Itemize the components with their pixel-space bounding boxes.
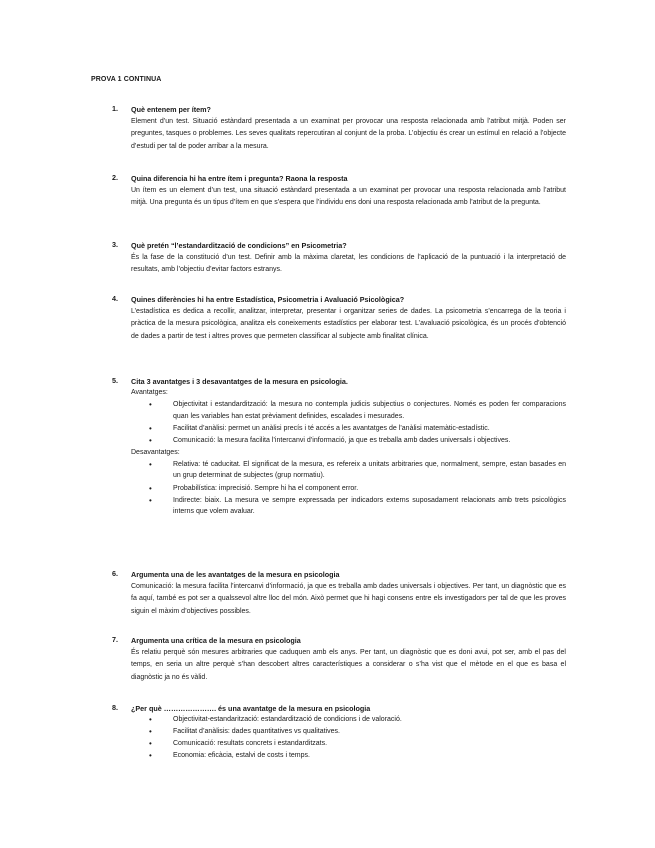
question-1 xyxy=(112,104,566,153)
list-item-text: Indirecte: biaix. La mesura ve sempre expressada per indicadors externs suposadament relacionats amb trets psicològics interns que volem avaluar. xyxy=(173,496,566,516)
bullet-icon: • xyxy=(149,495,152,505)
list-item xyxy=(148,435,566,447)
answer-text: L’estadística es dedica a recollir, analitzar, interpretar, presentar i organitzar series de dades. La psicometria s’encarrega de la teoria i pràctica de la mesura psicològica, analitza els coneixements estadístics per elaborar test. L’avaluació psicològica, és un procés d’obtenció de dades a partir de test i altres proves que permeten classificar al subjecte amb finalitat clínica. xyxy=(131,308,566,340)
list-item xyxy=(148,495,566,518)
list-item-text: Probabilística: imprecisió. Sempre hi ha el component error. xyxy=(173,484,359,492)
bullet-icon: • xyxy=(149,400,152,409)
answer-text: És relatiu perquè són mesures arbitraries que caduquen amb els anys. Per tant, un diagnòstic que es doni avui, pot ser, amb el pas del temps, en seria un altre perquè s’han descobert altres característiques a considerar o s’ha vist que el mètode en el que es basa el diagnòstic ja no és vàlid. xyxy=(131,649,566,681)
question-number: 2. xyxy=(112,173,118,182)
disadvantages-list xyxy=(148,459,566,518)
question-title: Argumenta una de les avantatges de la mesura en psicologia xyxy=(131,570,340,579)
bullet-icon: • xyxy=(149,727,152,737)
list-item-text: Comunicació: la mesura facilita l’intercanvi d’informació, ja que es treballa amb dades universals i objectives. xyxy=(173,436,511,444)
list-item xyxy=(148,714,566,726)
question-2 xyxy=(112,173,566,210)
question-title: Quines diferències hi ha entre Estadística, Psicometria i Avaluació Psicològica? xyxy=(131,295,405,304)
question-number: 4. xyxy=(112,294,118,303)
disadvantages-label: Desavantatges: xyxy=(131,448,180,456)
question-title: ¿Per què …………………. és una avantatge de la mesura en psicologia xyxy=(131,704,371,713)
list-item-text: Objectivitat i estandardització: la mesura no contempla judicis subjectius o conjectures. Només es poden fer comparacions quan les variables han estat prèviament definides, escalades i mesurades. xyxy=(173,401,566,420)
question-title: Què pretén “l’estandardització de condicions” en Psicometria? xyxy=(131,241,347,250)
question-number: 8. xyxy=(112,703,118,712)
list-item xyxy=(148,483,566,495)
question-title: Argumenta una crítica de la mesura en psicologia xyxy=(131,636,301,645)
list-item-text: Objectivitat-estandarització: estandardització de condicions i de valoració. xyxy=(173,716,402,723)
list-item-text: Economia: eficàcia, estalvi de costs i temps. xyxy=(173,752,310,760)
question-3 xyxy=(112,240,566,277)
list-item-text: Comunicació: resultats concrets i estandarditzats. xyxy=(173,740,328,748)
answer-text: Element d’un test. Situació estàndard presentada a un examinat per provocar una resposta relacionada amb l’atribut mitjà. Poden ser preguntes, tasques o problemes. Les seves qualitats repercutiran al conjunt de la proba. L’objectiu és crear un estímul en relació a l’objecte d’estudi per tal de poder arribar a la mesura. xyxy=(131,118,566,150)
answer-text: És la fase de la constitució d’un test. Definir amb la màxima claretat, les condicions de l’aplicació de la puntuació i la interpretació de resultats, amb l’objectiu d’evitar factors estranys. xyxy=(131,254,566,274)
question-title: Quina diferencia hi ha entre ítem i pregunta? Raona la resposta xyxy=(131,174,348,183)
advantages-label: Avantatges: xyxy=(131,389,168,396)
list-item xyxy=(148,726,566,738)
advantages-list xyxy=(148,399,566,446)
question-number: 7. xyxy=(112,635,118,644)
list-item-text: Facilitat d’anàlisi: permet un anàlisi precís i té accés a les avantatges de l’anàlisi matemàtic-estadístic. xyxy=(173,424,490,432)
question-7 xyxy=(112,635,566,684)
document-title: PROVA 1 CONTINUA xyxy=(91,76,162,83)
question-6 xyxy=(112,569,566,618)
question-number: 1. xyxy=(112,104,118,113)
answer-text: Comunicació: la mesura facilita l’intercanvi d’informació, ja que es treballa amb dades universals i objectives. Per tant, un diagnòstic que es fa aquí, també es pot ser a qualssevol altre lloc del món. Això permet que hi hagi consens entre els investigadors per tal de que les proves siguin el màxim d’objectives possibles. xyxy=(131,583,566,615)
list-item xyxy=(148,459,566,482)
list-item xyxy=(148,423,566,435)
list-item xyxy=(148,399,566,422)
question-title: Cita 3 avantatges i 3 desavantatges de la mesura en psicologia. xyxy=(131,377,348,386)
bullet-icon: • xyxy=(149,483,152,493)
bullet-icon: • xyxy=(149,715,152,724)
question-8 xyxy=(112,703,566,762)
bullet-icon: • xyxy=(149,739,152,749)
question-number: 6. xyxy=(112,569,118,578)
bullet-icon: • xyxy=(149,423,152,433)
bullet-icon: • xyxy=(149,435,152,445)
list-item-text: Facilitat d’anàlisis: dades quantitatives vs qualitatives. xyxy=(173,728,340,736)
bullet-icon: • xyxy=(149,459,152,469)
list-item xyxy=(148,738,566,750)
question-title: Què entenem per ítem? xyxy=(131,105,211,114)
list-item xyxy=(148,750,566,762)
question-number: 5. xyxy=(112,376,118,385)
question-5 xyxy=(112,376,566,518)
question-number: 3. xyxy=(112,240,118,249)
question-4 xyxy=(112,294,566,343)
bullet-icon: • xyxy=(149,751,152,761)
answer-list xyxy=(148,714,566,762)
answer-text: Un ítem es un element d’un test, una situació estàndard presentada a un examinat per provocar una resposta relacionada amb l’atribut mitjà. Una pregunta és un tipus d’ítem en que s’espera que l’individu ens doni una resposta relacionada amb l’atribut de la pregunta. xyxy=(131,187,566,207)
list-item-text: Relativa: té caducitat. El significat de la mesura, es refereix a unitats arbitraries que, normalment, sempre, estan basades en un grup determinat de subjectes (grup normatiu). xyxy=(173,460,566,480)
